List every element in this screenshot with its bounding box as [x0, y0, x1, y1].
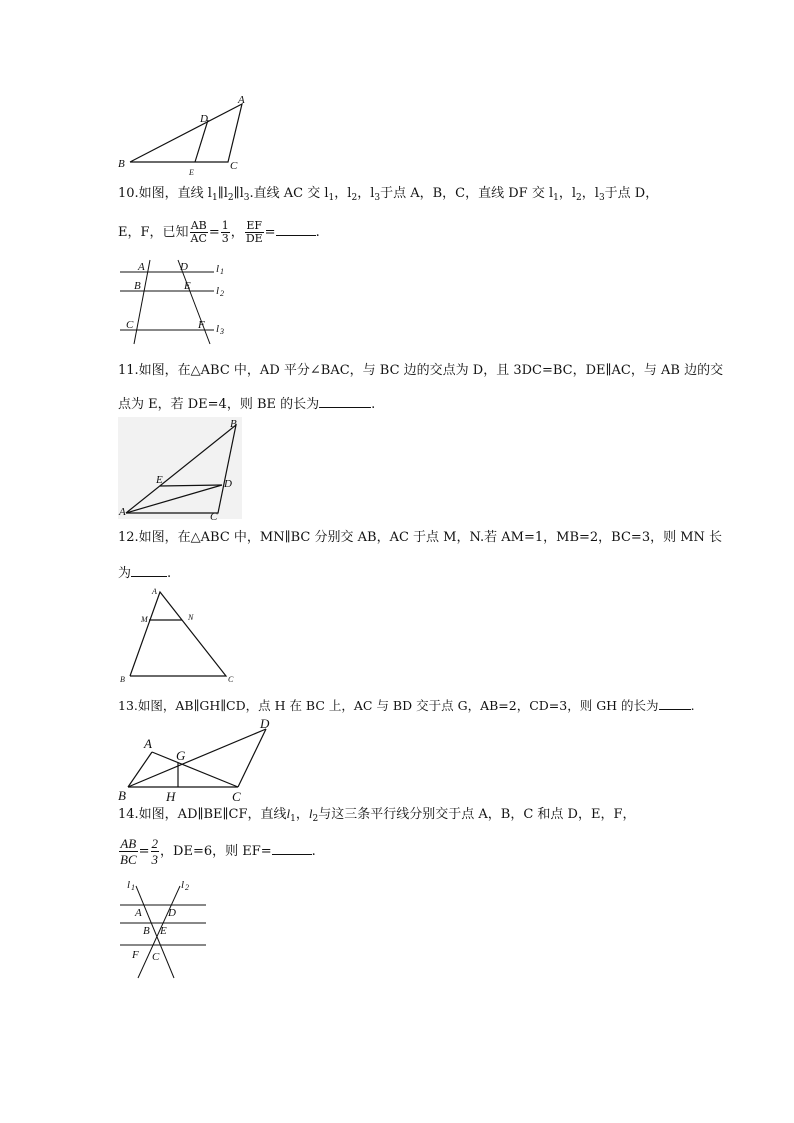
- label-D: D: [180, 261, 188, 273]
- svg-text:2: 2: [185, 883, 189, 892]
- label-A: A: [135, 907, 142, 919]
- q12-line1: 12.如图，在△ABC 中，MN∥BC 分别交 AB，AC 于点 M，N.若 AM=1，MB=2，BC=3，则 MN 长: [118, 530, 723, 545]
- label-E: E: [189, 168, 194, 177]
- label-D: D: [260, 716, 270, 731]
- label-D: D: [168, 907, 176, 919]
- label-A: A: [138, 261, 145, 273]
- figure-q10-parallel-lines: [116, 258, 236, 348]
- fraction-ab-ac: $\frac{AB}{AC}$: [190, 219, 207, 245]
- label-B: B: [118, 788, 126, 803]
- label-B: B: [143, 925, 150, 937]
- label-A: A: [238, 94, 245, 106]
- q11-line2: 点为 E，若 DE=4，则 BE 的长为 .: [118, 397, 376, 412]
- label-B: B: [230, 418, 237, 430]
- label-N: N: [188, 613, 194, 622]
- label-C: C: [228, 675, 234, 684]
- label-B: B: [118, 158, 125, 170]
- answer-blank: [659, 697, 691, 710]
- fraction-ef-de: $\frac{EF}{DE}$: [245, 219, 263, 245]
- svg-text:3: 3: [220, 327, 224, 336]
- label-l1: l: [127, 879, 131, 891]
- label-E: E: [156, 474, 163, 486]
- figure-q12-triangle: [116, 586, 246, 682]
- label-C: C: [152, 951, 160, 963]
- label-G: G: [176, 748, 186, 763]
- label-D: D: [200, 113, 208, 125]
- svg-text:1: 1: [131, 883, 135, 892]
- q10-line1: 10.如图，直线 $l_1\parallel l_2\parallel l_3$.直线 AC 交 $l_1$，$l_2$，$l_3$于点 A，B，C，直线 DF 交 $l_1$，$l_2$，$l_3$于点 D，: [118, 186, 659, 203]
- q14-line1: 14.如图，AD∥BE∥CF，直线$l_1$，$l_2$与这三条平行线分别交于点 A，B，C 和点 D，E，F，: [118, 806, 636, 824]
- svg-text:2: 2: [220, 289, 224, 298]
- svg-text:1: 1: [220, 267, 224, 276]
- answer-blank: [131, 564, 167, 577]
- label-A: A: [152, 587, 157, 596]
- q12-line2: 为 .: [118, 566, 172, 581]
- q10-line2: E，F，已知 $\frac{AB}{AC}$ = $\frac{1}{3}$ ， $\frac{EF}{DE}$ = .: [118, 219, 320, 245]
- figure-q9-triangle: [114, 94, 254, 177]
- label-B: B: [134, 280, 141, 292]
- label-A: A: [119, 506, 126, 518]
- label-l1: l: [216, 263, 220, 275]
- label-C: C: [230, 160, 238, 172]
- q11-line1: 11.如图，在△ABC 中，AD 平分∠BAC，与 BC 边的交点为 D，且 3DC=BC，DE∥AC，与 AB 边的交: [118, 363, 724, 378]
- label-E: E: [160, 925, 167, 937]
- q13-line1: 13.如图，AB∥GH∥CD，点 H 在 BC 上，AC 与 BD 交于点 G，AB=2，CD=3，则 GH 的长为 .: [118, 698, 695, 713]
- label-l3: l: [216, 323, 220, 335]
- label-E: E: [184, 280, 191, 292]
- label-l2: l: [181, 879, 185, 891]
- label-C: C: [126, 319, 134, 331]
- answer-blank: [276, 223, 316, 236]
- fraction-ab-bc: $\frac{AB}{BC}$: [120, 836, 137, 867]
- label-M: M: [141, 615, 148, 624]
- label-C: C: [210, 511, 218, 523]
- answer-blank: [272, 842, 312, 855]
- fraction-one-third: $\frac{1}{3}$: [221, 219, 229, 245]
- q14-line2: $\frac{AB}{BC}$ = $\frac{2}{3}$ ，DE=6，则 EF= .: [120, 836, 316, 867]
- label-F: F: [198, 319, 205, 331]
- label-H: H: [166, 789, 176, 804]
- label-D: D: [224, 478, 232, 490]
- label-B: B: [120, 675, 125, 684]
- answer-blank: [319, 395, 371, 408]
- label-C: C: [232, 789, 241, 804]
- figure-q14-crossing-lines: [118, 876, 218, 980]
- figure-q13-parallel-segments: [116, 716, 276, 802]
- label-A: A: [144, 736, 152, 751]
- figure-q11-triangle: [118, 417, 242, 521]
- fraction-two-thirds: $\frac{2}{3}$: [151, 836, 159, 867]
- label-F: F: [132, 949, 139, 961]
- label-l2: l: [216, 285, 220, 297]
